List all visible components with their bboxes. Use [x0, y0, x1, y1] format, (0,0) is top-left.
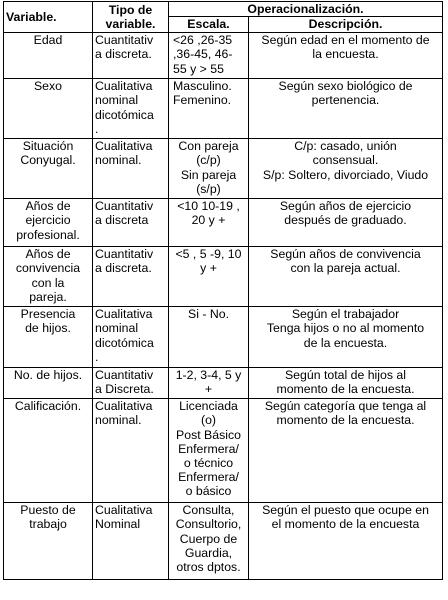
cell-escala: Consulta, Consultorio, Cuerpo de Guardia, otros dptos.: [169, 503, 249, 580]
cell-tipo: Cualitativa nominal dicotómica .: [93, 79, 169, 139]
cell-variable: Calificación.: [4, 399, 93, 503]
header-operacionalizacion: Operacionalización.: [169, 2, 443, 17]
cell-variable: Situación Conyugal.: [4, 139, 93, 199]
cell-variable: Edad: [4, 33, 93, 79]
cell-tipo: Cualitativa nominal dicotómica .: [93, 307, 169, 368]
cell-tipo: Cualitativa nominal.: [93, 399, 169, 503]
cell-escala: Licenciada (o) Post Básico Enfermera/ o técnico Enfermera/ o básico: [169, 399, 249, 503]
cell-descripcion: Según el puesto que ocupe en el momento de la encuesta: [249, 503, 443, 580]
table-row: [4, 139, 443, 199]
cell-variable: Presencia de hijos.: [4, 307, 93, 368]
cell-tipo: Cuantitativ a discreta.: [93, 247, 169, 307]
cell-tipo: Cualitativa Nominal: [93, 503, 169, 580]
table-row: [4, 79, 443, 139]
cell-descripcion: Según categoría que tenga al momento de la encuesta.: [249, 399, 443, 503]
cell-escala: Masculino. Femenino.: [169, 79, 249, 139]
cell-variable: Puesto de trabajo: [4, 503, 93, 580]
cell-variable: Años de ejercicio profesional.: [4, 199, 93, 247]
cell-descripcion: Según años de convivencia con la pareja actual.: [249, 247, 443, 307]
table-row: [4, 247, 443, 307]
table-row: [4, 368, 443, 399]
cell-tipo: Cuantitativ a discreta.: [93, 33, 169, 79]
table-row: [4, 399, 443, 503]
table-row: [4, 307, 443, 368]
table-row: [4, 503, 443, 580]
cell-descripcion: Según el trabajador Tenga hijos o no al momento de la encuesta.: [249, 307, 443, 368]
cell-tipo: Cuantitativ a discreta: [93, 199, 169, 247]
cell-descripcion: Según edad en el momento de la encuesta.: [249, 33, 443, 79]
cell-tipo: Cuantitativ a Discreta.: [93, 368, 169, 399]
header-escala: Escala.: [169, 17, 249, 33]
cell-variable: Sexo: [4, 79, 93, 139]
cell-escala: Si - No.: [169, 307, 249, 368]
operationalization-table: [3, 1, 443, 580]
cell-variable: No. de hijos.: [4, 368, 93, 399]
header-tipo-variable: Tipo de variable.: [93, 2, 169, 33]
cell-descripcion: Según años de ejercicio después de graduado.: [249, 199, 443, 247]
cell-descripcion: C/p: casado, unión consensual. S/p: Soltero, divorciado, Viudo: [249, 139, 443, 199]
header-row-top: [4, 2, 443, 17]
cell-tipo: Cualitativa nominal.: [93, 139, 169, 199]
cell-escala: 1-2, 3-4, 5 y +: [169, 368, 249, 399]
header-descripcion: Descripción.: [249, 17, 443, 33]
cell-variable: Años de convivencia con la pareja.: [4, 247, 93, 307]
cell-escala: <26 ,26-35 ,36-45, 46- 55 y > 55: [169, 33, 249, 79]
header-variable: Variable.: [4, 2, 93, 33]
cell-descripcion: Según sexo biológico de pertenencia.: [249, 79, 443, 139]
cell-escala: Con pareja (c/p) Sin pareja (s/p): [169, 139, 249, 199]
table-row: [4, 33, 443, 79]
operationalization-table-container: [3, 1, 443, 580]
cell-escala: <5 , 5 -9, 10 y +: [169, 247, 249, 307]
cell-escala: <10 10-19 , 20 y +: [169, 199, 249, 247]
table-row: [4, 199, 443, 247]
cell-descripcion: Según total de hijos al momento de la encuesta.: [249, 368, 443, 399]
